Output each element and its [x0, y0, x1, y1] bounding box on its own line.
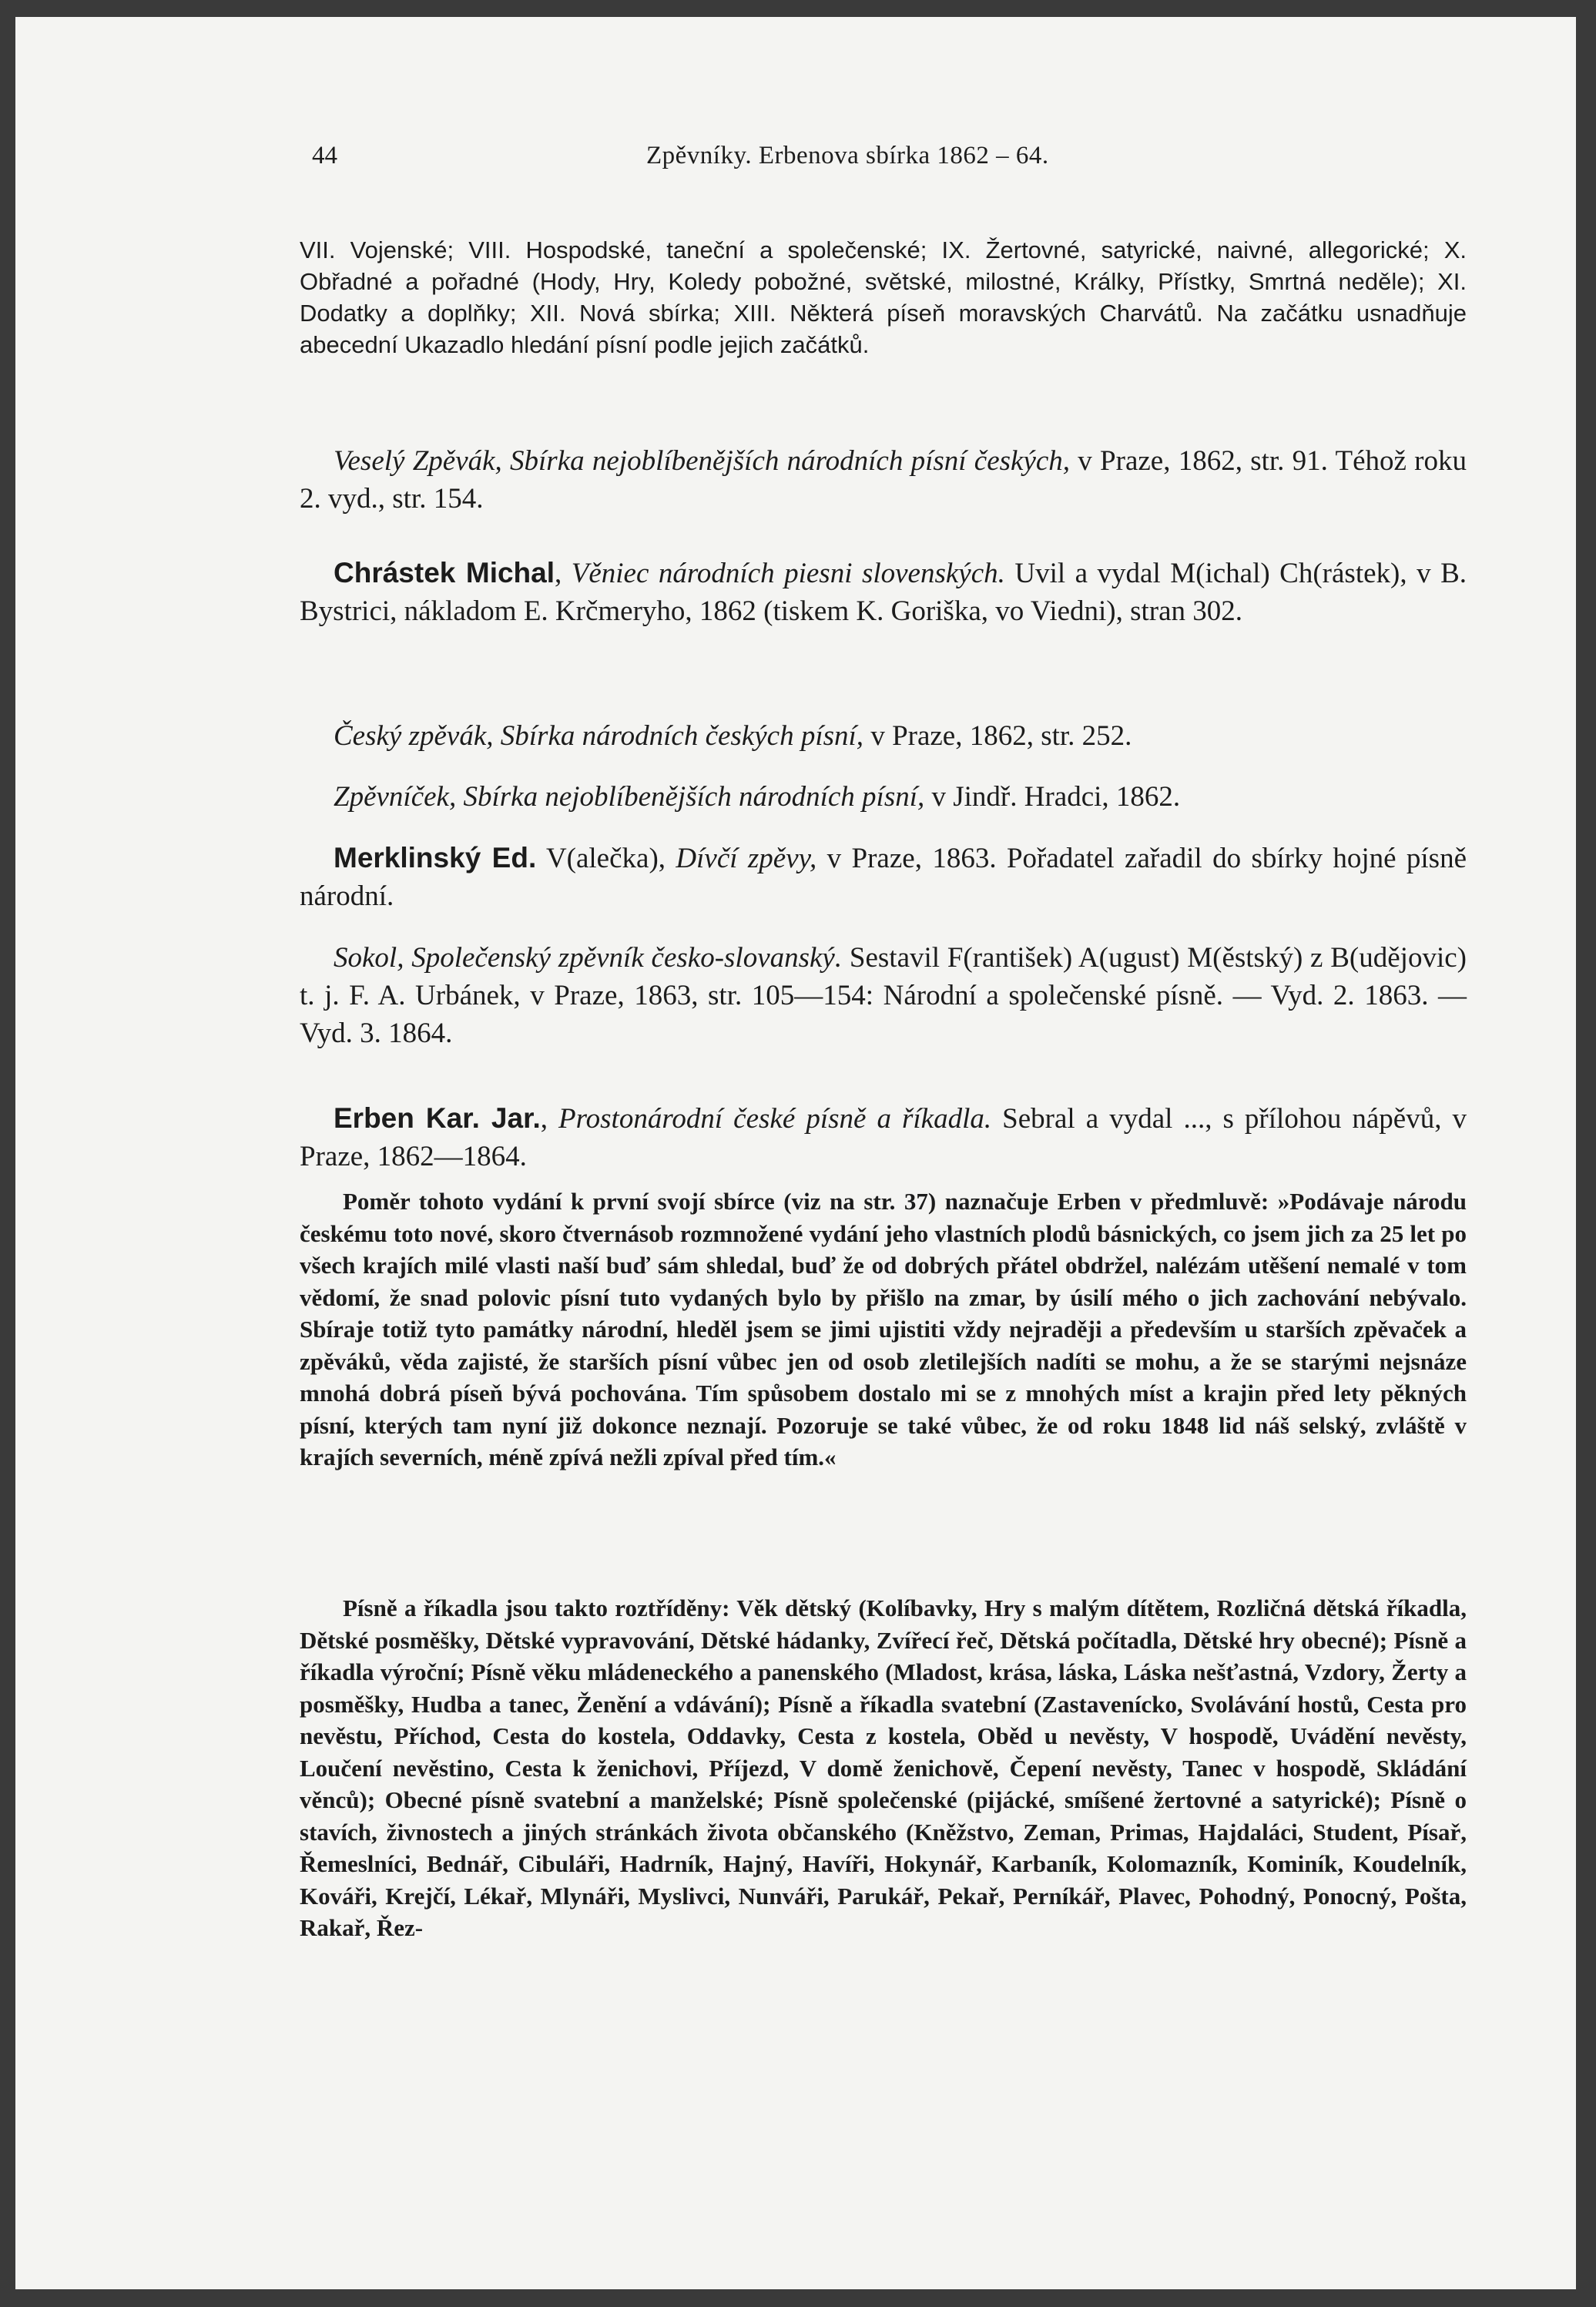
entry-title: Veselý Zpěvák, Sbírka nejoblíbenějších národních písní českých, — [334, 445, 1071, 477]
entry-details: Sebral a vydal ..., s přílohou nápěvů, v Praze, 1862—1864. — [300, 1103, 1467, 1172]
entry-merklinsky — [300, 839, 1467, 915]
entry-title: Věniec národních piesni slovenských. — [571, 558, 1005, 589]
entry-title: Prostonárodní české písně a říkadla. — [558, 1103, 992, 1135]
entry-author: Erben Kar. Jar. — [334, 1102, 541, 1134]
entry-details: v Jindř. Hradci, 1862. — [924, 781, 1181, 813]
entry-separator: V(alečka), — [536, 843, 676, 874]
entry-cesky-zpevak — [300, 717, 1467, 755]
running-title: Zpěvníky. Erbenova sbírka 1862 – 64. — [646, 142, 1049, 169]
entry-title: Dívčí zpěvy, — [676, 843, 817, 874]
entry-title: Český zpěvák, Sbírka národních českých písní, — [334, 720, 864, 752]
page-number: 44 — [312, 142, 337, 169]
entry-separator: , — [555, 558, 572, 589]
entry-details: v Praze, 1862, str. 252. — [863, 720, 1132, 752]
entry-title: Zpěvníček, Sbírka nejoblíbenějších národních písní, — [334, 781, 925, 813]
classification-text: VII. Vojenské; VIII. Hospodské, taneční a společenské; IX. Žertovné, satyrické, naivné, allegorické; X. Obřadné a pořadné (Hody, Hry, Koledy pobožné, světské, milostné, Králky, Přístky, Smrtná neděle); XI. Dodatky a doplňky; XII. Nová sbírka; XIII. Některá píseň moravských Charvátů. Na začátku usnadňuje abecední Ukazadlo hledání písní podle jejich začátků. — [300, 236, 1467, 358]
entry-vesely-zpevak — [300, 442, 1467, 518]
erben-preface-quote — [300, 1185, 1467, 1474]
page-header — [300, 142, 1467, 180]
entry-title: Sokol, Společenský zpěvník česko-slovanský. — [334, 942, 843, 974]
entry-separator: , — [540, 1103, 559, 1135]
entry-sokol — [300, 939, 1467, 1052]
entry-author: Chrástek Michal — [334, 557, 555, 588]
entry-erben — [300, 1099, 1467, 1175]
entry-details: v Praze, 1862, str. 91. Téhož roku 2. vyd., str. 154. — [300, 445, 1467, 515]
classification-paragraph — [300, 234, 1467, 360]
entry-details: v Praze, 1863. Pořadatel zařadil do sbírky hojné písně národní. — [300, 843, 1467, 912]
entry-chrastek — [300, 554, 1467, 630]
entry-details: Sestavil F(rantišek) A(ugust) M(ěstský) z B(udějovic) t. j. F. A. Urbánek, v Praze, 1863, str. 105—154: Národní a společenské písně. — Vyd. 2. 1863. — Vyd. 3. 1864. — [300, 942, 1467, 1049]
classification-list-text: Písně a říkadla jsou takto roztříděny: Věk dětský (Kolíbavky, Hry s malým dítětem, Rozličná dětská říkadla, Dětské posměšky, Dětské vypravování, Dětské hádanky, Zvířecí řeč, Dětská počítadla, Dětské hry obecné); Písně a říkadla výroční; Písně věku mládeneckého a panenského (Mladost, krása, láska, Láska nešťastná, Vzdory, Žerty a posměšky, Hudba a tanec, Ženění a vdávání); Písně a říkadla svatební (Zastavenícko, Svolávání hostů, Cesta pro nevěstu, Příchod, Cesta do kostela, Oddavky, Cesta z kostela, Oběd u nevěsty, V hospodě, Uvádění nevěsty, Loučení nevěstino, Cesta k ženichovi, Příjezd, V domě ženichově, Čepení nevěsty, Tanec v hospodě, Skládání věnců); Obecné písně svatební a manželské; Písně společenské (pijácké, smíšené žertovné a satyrické); Písně o stavích, živnostech a jiných stránkách života občanského (Kněžstvo, Zeman, Primas, Hajdaláci, Student, Písař, Řemeslníci, Bednář, Cibuláři, Hadrník, Hajný, Havíři, Hokynář, Karbaník, Kolomazník, Kominík, Koudelník, Kováři, Krejčí, Lékař, Mlynáři, Myslivci, Nunváři, Parukář, Pekař, Perníkář, Plavec, Pohodný, Ponocný, Pošta, Rakař, Řez- — [300, 1594, 1467, 1941]
scanned-page — [15, 17, 1576, 2289]
entry-zpevnicek — [300, 778, 1467, 816]
entry-author: Merklinský Ed. — [334, 842, 537, 874]
preface-text: Poměr tohoto vydání k první svojí sbírce (viz na str. 37) naznačuje Erben v předmluvě: »Podávaje národu českému toto nové, skoro čtvernásob rozmnožené vydání jeho vlastních plodů básnických, co jsem jich za 25 let po všech krajích milé vlasti naší buď sám shledal, buď že od dobrých přátel obdržel, nalézám utěšení nemalé v tom vědomí, že snad polovic písní tuto vydaných bylo by přišlo na zmar, by úsilí mého o jich zachování nebývalo. Sbíraje totiž tyto památky národní, hleděl jsem se jimi ujistiti vždy nejraději a především u starších zpěvaček a zpěváků, věda zajisté, že starších písní vůbec jen od osob zletilejších nadíti se mohu, a že se starými nejsnáze mnohá dobrá píseň bývá pochována. Tím spůsobem dostalo mi se z mnohých míst a krajin před lety pěkných písní, kterých tam nyní již dokonce neznají. Pozoruje se také vůbec, že od roku 1848 lid náš selský, zvláště v krajích severních, méně zpívá nežli zpíval před tím.« — [300, 1188, 1467, 1470]
entry-details: Uvil a vydal M(ichal) Ch(rástek), v B. Bystrici, nákladom E. Krčmeryho, 1862 (tiskem K. Goriška, vo Viedni), stran 302. — [300, 558, 1467, 627]
erben-classification — [300, 1592, 1467, 1944]
